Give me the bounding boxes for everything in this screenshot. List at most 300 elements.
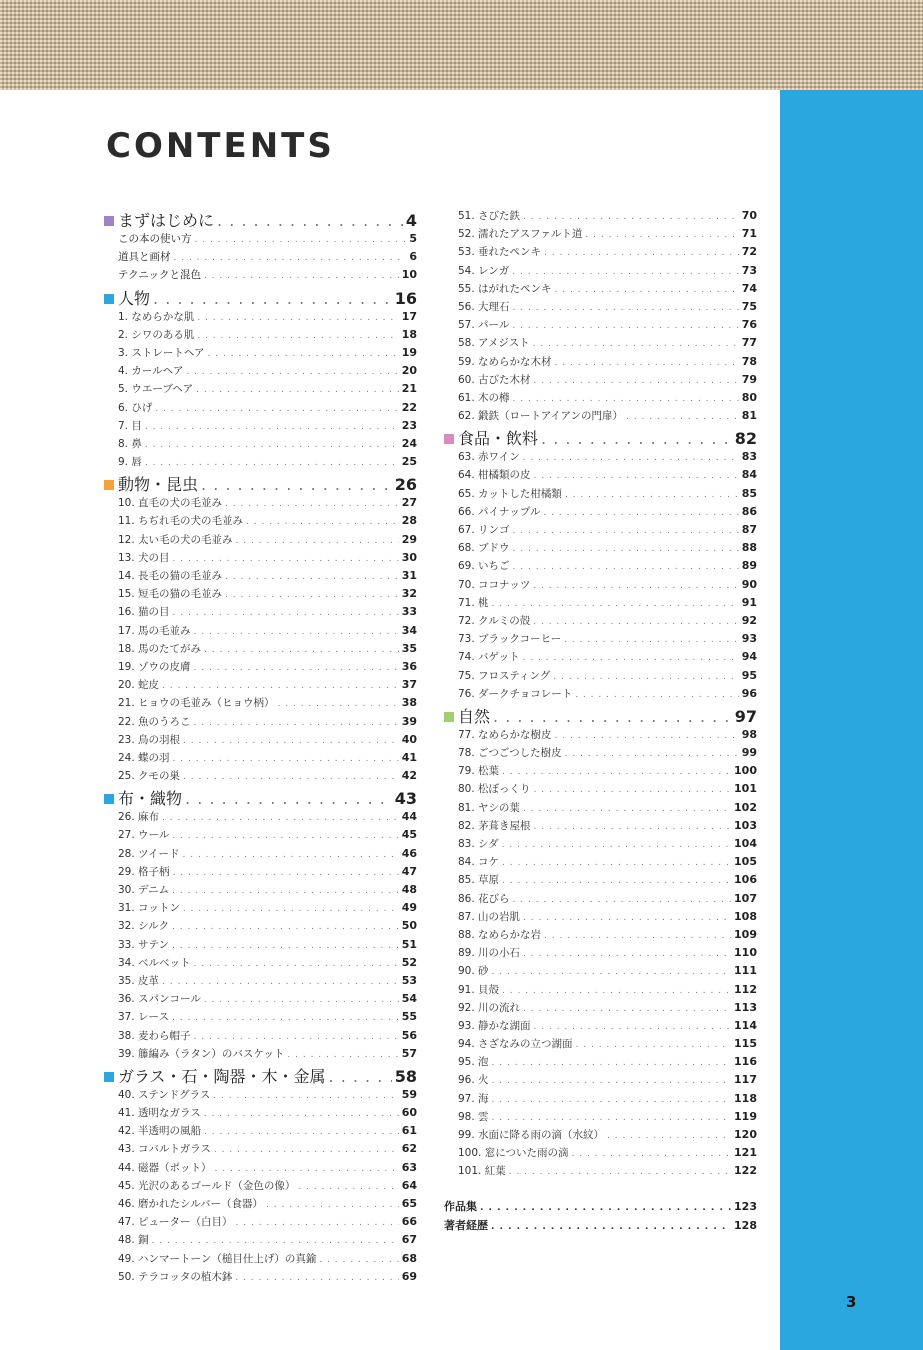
toc-label-wrap [104, 1028, 191, 1043]
toc-entry[interactable] [104, 846, 417, 864]
toc-page-number: 83 [741, 450, 757, 464]
dot-leader [172, 831, 398, 841]
toc-page-number: 69 [401, 1269, 417, 1283]
toc-entry[interactable] [104, 991, 417, 1009]
toc-entry[interactable] [104, 604, 417, 622]
dot-leader [626, 412, 739, 422]
toc-page-number: 79 [741, 372, 757, 386]
dot-leader [513, 394, 739, 404]
toc-page-number: 22 [401, 400, 417, 414]
toc-label-wrap [104, 750, 170, 765]
dot-leader [502, 858, 731, 868]
dot-leader [195, 235, 407, 245]
toc-entry[interactable] [444, 945, 757, 963]
toc-entry-label: 58. アメジスト [458, 337, 530, 350]
toc-entry[interactable] [104, 1178, 417, 1196]
toc-page-number: 80 [741, 390, 757, 404]
dot-leader [266, 1200, 399, 1210]
toc-entry[interactable] [444, 1000, 757, 1018]
dot-leader [236, 536, 399, 546]
toc-entry-label: 17. 馬の毛並み [118, 624, 191, 637]
dot-leader [204, 995, 399, 1005]
toc-entry[interactable] [444, 577, 757, 595]
toc-entry-label: 13. 犬の目 [118, 551, 170, 564]
toc-page-number: 90 [741, 577, 757, 591]
dot-leader [298, 1182, 398, 1192]
toc-entry[interactable] [104, 641, 417, 659]
toc-entry[interactable] [444, 745, 757, 763]
toc-page-number: 118 [734, 1091, 757, 1105]
toc-entry[interactable] [444, 558, 757, 576]
toc-page-number: 46 [401, 846, 417, 860]
dot-leader [173, 754, 399, 764]
toc-page-number: 116 [734, 1055, 757, 1069]
toc-page-number: 94 [741, 650, 757, 664]
toc-entry[interactable] [104, 695, 417, 713]
toc-page-number: 115 [734, 1037, 757, 1051]
dot-leader [565, 490, 739, 500]
toc-entry-label: 15. 短毛の猫の毛並み [118, 588, 223, 601]
dot-leader [162, 681, 399, 691]
toc-label-wrap [104, 786, 182, 809]
toc-label-wrap [444, 226, 582, 241]
toc-entry-label: 87. 山の岩肌 [458, 910, 521, 923]
toc-entry[interactable] [444, 727, 757, 745]
toc-label-wrap [444, 390, 510, 405]
toc-entry-label: 96. 火 [458, 1074, 489, 1087]
toc-entry[interactable] [444, 649, 757, 667]
toc-section-heading[interactable] [104, 786, 417, 809]
toc-page-number: 55 [401, 1010, 417, 1024]
toc-entry[interactable] [444, 540, 757, 558]
toc-entry[interactable] [444, 486, 757, 504]
toc-entry[interactable] [444, 1109, 757, 1127]
toc-entry[interactable] [444, 927, 757, 945]
toc-label-wrap [104, 973, 159, 988]
toc-entry[interactable] [444, 781, 757, 799]
toc-label-wrap [104, 1196, 263, 1211]
toc-entry[interactable] [444, 836, 757, 854]
toc-entry[interactable] [104, 1214, 417, 1232]
toc-page-number: 68 [401, 1251, 417, 1265]
toc-section-heading[interactable] [104, 1064, 417, 1087]
toc-entry-label: 85. 草原 [458, 874, 500, 887]
toc-page-number: 47 [401, 864, 417, 878]
toc-label-wrap [104, 267, 201, 282]
toc-label-wrap [444, 426, 538, 449]
toc-label-wrap [104, 1046, 284, 1061]
toc-entry[interactable] [444, 595, 757, 613]
toc-entry[interactable] [104, 309, 417, 327]
section-color-marker [104, 794, 114, 804]
dot-leader [513, 526, 739, 536]
toc-entry[interactable] [104, 345, 417, 363]
toc-entry[interactable] [444, 800, 757, 818]
toc-entry[interactable] [104, 659, 417, 677]
toc-entry[interactable] [444, 263, 757, 281]
toc-entry[interactable] [444, 686, 757, 704]
toc-entry[interactable] [444, 763, 757, 781]
toc-page-number: 59 [401, 1087, 417, 1101]
toc-entry[interactable] [444, 909, 757, 927]
dot-leader [172, 1013, 399, 1023]
toc-label-wrap [444, 686, 572, 701]
toc-page-number: 107 [734, 891, 757, 905]
toc-page-number: 48 [401, 883, 417, 896]
toc-page-number: 92 [741, 613, 757, 627]
toc-entry[interactable] [104, 586, 417, 604]
section-color-marker [104, 216, 114, 226]
toc-label-wrap [104, 1123, 201, 1138]
dot-leader [502, 876, 731, 886]
toc-entry-label: 35. 皮革 [118, 974, 160, 987]
toc-entry[interactable] [104, 677, 417, 695]
dot-leader [533, 617, 738, 627]
toc-label-wrap [444, 486, 562, 501]
toc-entry[interactable] [104, 1105, 417, 1123]
toc-entry[interactable] [444, 408, 757, 426]
toc-entry[interactable] [104, 768, 417, 786]
toc-entry-label: 56. 大理石 [458, 300, 510, 313]
toc-page-number: 36 [401, 659, 417, 673]
toc-label-wrap [444, 800, 520, 815]
toc-entry[interactable] [104, 1123, 417, 1141]
toc-entry[interactable] [104, 267, 417, 285]
toc-entry[interactable] [104, 1009, 417, 1027]
toc-entry[interactable] [444, 1018, 757, 1036]
dot-leader [196, 385, 399, 395]
toc-entry-label: 90. 砂 [458, 965, 489, 978]
toc-label-wrap [444, 522, 510, 537]
toc-entry[interactable] [444, 317, 757, 335]
toc-label-wrap [104, 1214, 233, 1229]
toc-entry[interactable] [104, 1269, 417, 1287]
toc-entry-label: 70. ココナッツ [458, 578, 531, 591]
toc-label-wrap [444, 577, 530, 592]
toc-entry[interactable] [444, 244, 757, 262]
toc-entry[interactable] [104, 550, 417, 568]
toc-entry[interactable] [104, 900, 417, 918]
toc-entry[interactable] [104, 973, 417, 991]
dot-leader [533, 339, 739, 349]
toc-entry-label: 3. ストレートヘア [118, 346, 205, 359]
dot-leader [225, 590, 399, 600]
toc-entry[interactable] [444, 872, 757, 890]
toc-page-number: 89 [741, 559, 757, 573]
toc-entry[interactable] [444, 1127, 757, 1145]
toc-page-number: 95 [741, 668, 757, 682]
dot-leader [287, 1050, 398, 1060]
toc-entry-label: 44. 磁器（ポット） [118, 1161, 212, 1174]
blue-side-bar [780, 90, 923, 1350]
toc-page-number: 105 [734, 855, 757, 869]
toc-entry-label: 86. 花びら [458, 892, 510, 905]
toc-entry[interactable] [444, 1217, 757, 1236]
dot-leader [201, 475, 392, 494]
toc-label-wrap [104, 1009, 169, 1024]
toc-page-number: 62 [401, 1142, 417, 1156]
toc-section-heading[interactable] [444, 704, 757, 727]
toc-entry[interactable] [444, 668, 757, 686]
toc-entry[interactable] [444, 963, 757, 981]
toc-entry[interactable] [104, 1196, 417, 1214]
toc-page-number: 57 [401, 1046, 417, 1060]
toc-entry[interactable] [104, 1028, 417, 1046]
dot-leader [194, 1032, 399, 1042]
toc-entry[interactable] [444, 208, 757, 226]
toc-section-heading[interactable] [104, 472, 417, 495]
toc-entry-label: まずはじめに [118, 211, 215, 230]
toc-label-wrap [444, 818, 531, 833]
toc-entry[interactable] [444, 299, 757, 317]
toc-entry-label: 22. 魚のうろこ [118, 715, 191, 728]
toc-label-wrap [104, 1269, 232, 1284]
toc-entry-label: 9. 唇 [118, 456, 142, 469]
toc-entry-label: 11. ちぢれ毛の犬の毛並み [118, 515, 244, 528]
toc-label-wrap [444, 467, 531, 482]
toc-label-wrap [104, 532, 233, 547]
toc-label-wrap [444, 963, 489, 978]
toc-entry-label: 21. ヒョウの毛並み（ヒョウ柄） [118, 697, 275, 710]
toc-entry[interactable] [104, 400, 417, 418]
toc-page-number: 50 [401, 919, 417, 933]
toc-label-wrap [104, 1232, 149, 1247]
toc-page-number: 121 [734, 1146, 757, 1160]
toc-entry[interactable] [104, 1232, 417, 1250]
section-color-marker [444, 434, 454, 444]
dot-leader [534, 1022, 731, 1032]
dot-leader [213, 1091, 398, 1101]
toc-entry-label: 82. 茅葺き屋根 [458, 819, 531, 832]
toc-entry[interactable] [104, 495, 417, 513]
dot-leader [173, 868, 399, 878]
dot-leader [544, 931, 731, 941]
toc-entry[interactable] [444, 226, 757, 244]
toc-entry[interactable] [104, 623, 417, 641]
toc-entry-label: 6. ひげ [118, 401, 153, 414]
toc-page-number: 37 [401, 678, 417, 692]
toc-entry[interactable] [444, 467, 757, 485]
toc-label-wrap [104, 568, 222, 583]
toc-entry-label: 8. 鼻 [118, 437, 142, 450]
toc-label-wrap [104, 286, 150, 309]
toc-label-wrap [104, 418, 142, 433]
toc-entry-label: ガラス・石・陶器・木・金属 [118, 1066, 326, 1086]
toc-page-number: 102 [734, 800, 757, 814]
toc-entry[interactable] [444, 335, 757, 353]
toc-entry[interactable] [104, 1251, 417, 1269]
toc-entry[interactable] [104, 1160, 417, 1178]
toc-entry[interactable] [444, 631, 757, 649]
toc-page-number: 4 [405, 211, 417, 230]
toc-page-number: 17 [401, 309, 417, 323]
toc-entry-label: 18. 馬のたてがみ [118, 642, 202, 655]
toc-entry[interactable] [444, 1091, 757, 1109]
toc-entry[interactable] [104, 732, 417, 750]
toc-page-number: 117 [734, 1073, 757, 1087]
toc-label-wrap [444, 649, 520, 664]
toc-label-wrap [104, 472, 198, 495]
toc-right-column [444, 208, 757, 1236]
toc-entry-label: 19. ゾウの皮膚 [118, 660, 191, 673]
toc-entry[interactable] [444, 1163, 757, 1181]
toc-entry[interactable] [104, 955, 417, 973]
toc-entry[interactable] [444, 982, 757, 1000]
toc-entry-label: 39. 籐編み（ラタン）のバスケット [118, 1047, 285, 1060]
dot-leader [502, 840, 731, 850]
dot-leader [512, 267, 738, 277]
toc-entry[interactable] [104, 827, 417, 845]
toc-entry[interactable] [104, 363, 417, 381]
toc-page-number: 66 [401, 1215, 417, 1229]
toc-entry-label: 道具と画材 [118, 251, 171, 264]
dot-leader [555, 731, 739, 741]
toc-section-heading[interactable] [104, 286, 417, 309]
toc-entry[interactable] [104, 864, 417, 882]
dot-leader [155, 404, 398, 414]
toc-entry[interactable] [444, 522, 757, 540]
dot-leader [564, 635, 738, 645]
dot-leader [555, 285, 739, 295]
toc-entry[interactable] [104, 882, 417, 900]
toc-entry-label: 34. ベルベット [118, 956, 191, 969]
toc-entry-label: 53. 垂れたペンキ [458, 246, 542, 259]
toc-page-number: 34 [401, 623, 417, 637]
toc-label-wrap [444, 1145, 569, 1160]
toc-label-wrap [444, 449, 520, 464]
toc-label-wrap [104, 454, 142, 469]
toc-label-wrap [444, 745, 562, 760]
toc-entry[interactable] [444, 891, 757, 909]
toc-entry[interactable] [104, 513, 417, 531]
toc-entry[interactable] [104, 1087, 417, 1105]
toc-label-wrap [104, 231, 192, 246]
toc-entry[interactable] [104, 918, 417, 936]
toc-entry[interactable] [104, 1141, 417, 1159]
toc-entry[interactable] [444, 504, 757, 522]
toc-entry[interactable] [444, 818, 757, 836]
toc-entry[interactable] [104, 454, 417, 472]
toc-label-wrap [104, 1141, 211, 1156]
toc-label-wrap [444, 263, 509, 278]
toc-page-number: 106 [734, 873, 757, 887]
dot-leader [145, 422, 399, 432]
toc-entry[interactable] [104, 1046, 417, 1064]
toc-entry[interactable] [104, 436, 417, 454]
toc-entry-label: 99. 水面に降る雨の滴（水紋） [458, 1129, 605, 1141]
toc-page-number: 45 [401, 828, 417, 842]
toc-label-wrap [104, 1251, 316, 1266]
toc-page-number: 70 [741, 209, 757, 222]
toc-label-wrap [104, 900, 180, 915]
dot-leader [509, 1167, 731, 1177]
toc-label-wrap [104, 695, 275, 710]
toc-entry[interactable] [104, 568, 417, 586]
toc-label-wrap [104, 604, 170, 619]
toc-entry[interactable] [444, 1054, 757, 1072]
toc-entry[interactable] [104, 714, 417, 732]
dot-leader [204, 271, 399, 281]
dot-leader [513, 562, 739, 572]
toc-label-wrap [104, 659, 191, 674]
toc-label-wrap [104, 641, 201, 656]
toc-label-wrap [104, 208, 214, 231]
toc-entry[interactable] [444, 281, 757, 299]
toc-label-wrap [444, 244, 541, 259]
toc-page-number: 74 [741, 281, 757, 295]
toc-entry[interactable] [444, 390, 757, 408]
toc-entry-label: 32. シルク [118, 920, 170, 933]
toc-entry[interactable] [104, 231, 417, 249]
toc-entry-label: 62. 鍛鉄（ロートアイアンの門扉） [458, 410, 624, 423]
toc-entry[interactable] [104, 418, 417, 436]
toc-entry-label: 48. 銅 [118, 1234, 149, 1247]
toc-entry[interactable] [444, 372, 757, 390]
toc-label-wrap [444, 891, 510, 906]
toc-entry[interactable] [104, 750, 417, 768]
toc-entry-label: 47. ピューター（白目） [118, 1216, 233, 1229]
toc-entry[interactable] [104, 327, 417, 345]
toc-entry-label: 7. 目 [118, 419, 142, 432]
toc-entry[interactable] [444, 1036, 757, 1054]
toc-entry[interactable] [444, 449, 757, 467]
dot-leader [523, 913, 731, 923]
dot-leader [183, 904, 399, 914]
toc-entry-label: 12. 太い毛の犬の毛並み [118, 533, 233, 546]
toc-entry-label: 78. ごつごつした樹皮 [458, 747, 562, 760]
toc-entry[interactable] [104, 532, 417, 550]
toc-section-heading[interactable] [104, 208, 417, 231]
toc-entry-label: 30. デニム [118, 884, 170, 896]
toc-entry[interactable] [444, 354, 757, 372]
dot-leader [208, 349, 399, 359]
toc-entry-label: 52. 濡れたアスファルト道 [458, 228, 583, 241]
toc-label-wrap [444, 704, 490, 727]
toc-label-wrap [104, 809, 159, 824]
dot-leader [153, 289, 392, 308]
dot-leader [493, 707, 732, 726]
toc-entry[interactable] [104, 249, 417, 267]
toc-entry-label: 5. ウエーブヘア [118, 383, 194, 396]
toc-entry-label: 88. なめらかな岩 [458, 928, 542, 941]
toc-entry-label: 28. ツイード [118, 847, 180, 860]
toc-page-number: 88 [741, 541, 757, 555]
toc-entry[interactable] [104, 937, 417, 955]
toc-page-number: 123 [734, 1199, 757, 1213]
dot-leader [185, 789, 392, 808]
toc-entry[interactable] [444, 1072, 757, 1090]
toc-entry[interactable] [444, 854, 757, 872]
toc-entry-label: 101. 紅葉 [458, 1165, 506, 1178]
toc-entry-label: 55. はがれたペンキ [458, 282, 552, 295]
toc-entry[interactable] [444, 1145, 757, 1163]
toc-entry[interactable] [104, 809, 417, 827]
toc-page-number: 51 [401, 937, 417, 951]
toc-entry[interactable] [444, 1198, 757, 1217]
toc-page-number: 67 [401, 1233, 417, 1247]
toc-entry[interactable] [104, 381, 417, 399]
toc-entry-label: 動物・昆虫 [118, 475, 199, 495]
toc-entry-label: 98. 雲 [458, 1110, 489, 1123]
toc-entry-label: 43. コバルトガラス [118, 1143, 211, 1156]
toc-label-wrap [104, 436, 142, 451]
toc-entry[interactable] [444, 613, 757, 631]
toc-section-heading[interactable] [444, 426, 757, 449]
toc-label-wrap [444, 540, 510, 555]
toc-entry-label: 33. サテン [118, 938, 170, 951]
dot-leader [492, 1113, 731, 1123]
toc-entry-label: 46. 磨かれたシルバー（食器） [118, 1198, 264, 1210]
